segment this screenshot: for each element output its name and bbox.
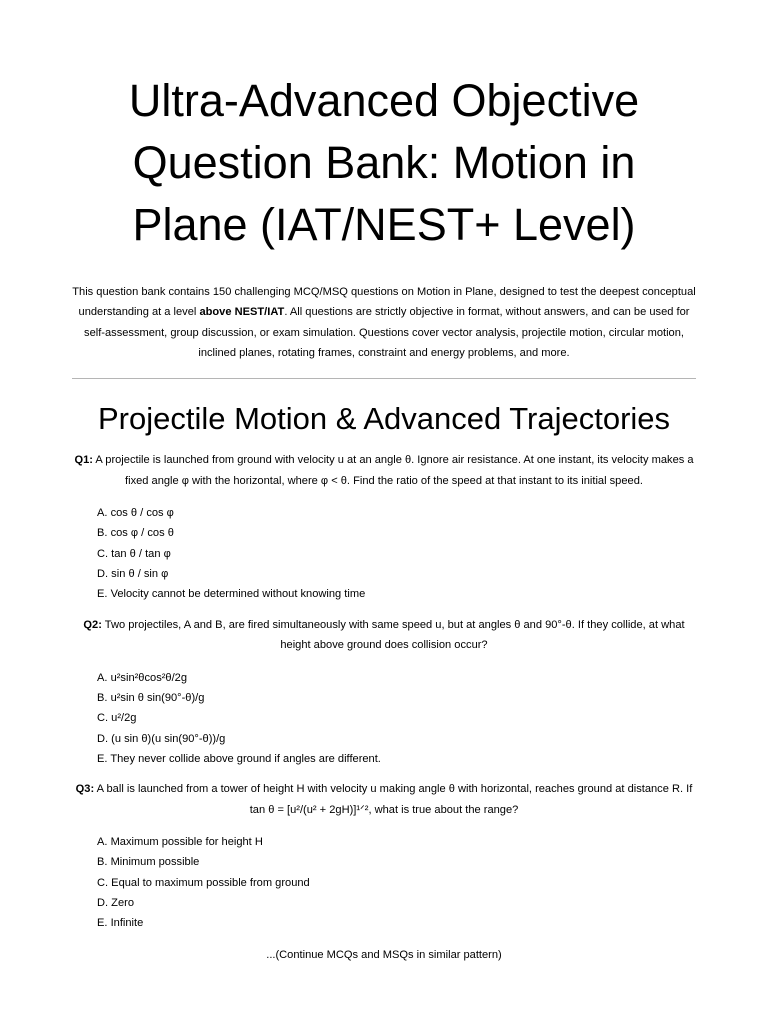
option-item: C. Equal to maximum possible from ground (97, 876, 310, 889)
intro-emphasis: above NEST/IAT (199, 306, 285, 319)
option-item: D. sin θ / sin φ (97, 568, 169, 581)
option-item: A. Maximum possible for height H (97, 836, 263, 849)
option-item: B. Minimum possible (97, 856, 200, 869)
option-item: C. u²/2g (97, 712, 137, 725)
question-2-options (72, 668, 696, 769)
question-1 (72, 450, 696, 491)
option-item: E. Velocity cannot be determined without knowing time (97, 588, 366, 601)
option-item: C. tan θ / tan φ (97, 547, 171, 560)
question-3-text: A ball is launched from a tower of height H with velocity u making angle θ with horizontal, reaches ground at distance R. If tan θ = [u²/(u² + 2gH)]¹ᐟ², what is true about the range? (94, 783, 693, 816)
option-item: A. cos θ / cos φ (97, 507, 174, 520)
title-line-2: Question Bank: Motion in (132, 137, 636, 188)
question-3-label: Q3: (75, 783, 95, 796)
question-1-text: A projectile is launched from ground with velocity u at an angle θ. Ignore air resistance. At one instant, its velocity makes a fixed angle φ with the horizontal, where φ < θ. Find the ratio of the speed at that instant to its initial speed. (92, 454, 694, 487)
question-2 (72, 615, 696, 656)
title-line-3: Plane (IAT/NEST+ Level) (132, 199, 636, 250)
question-3-options (72, 832, 696, 933)
title-line-1: Ultra-Advanced Objective (128, 75, 640, 126)
option-item: B. u²sin θ sin(90°-θ)/g (97, 691, 205, 704)
question-1-options (72, 503, 696, 604)
question-2-text: Two projectiles, A and B, are fired simultaneously with same speed u, but at angles θ and 90°-θ. If they collide, at what height above ground does collision occur? (101, 618, 685, 652)
intro-text-start: This question bank contains 150 challenging MCQ/MSQ questions on Motion in Plane, designed to test the deepest conceptual understanding at a level (72, 286, 696, 319)
page-title (72, 0, 696, 256)
option-item: E. They never collide above ground if angles are different. (97, 752, 381, 765)
question-1-label: Q1: (74, 454, 93, 467)
section-divider (72, 378, 696, 379)
question-2-label: Q2: (83, 618, 102, 631)
intro-paragraph (72, 282, 696, 363)
option-item: D. Zero (97, 897, 134, 910)
option-item: D. (u sin θ)(u sin(90°-θ))/g (97, 732, 226, 745)
section-title: Projectile Motion & Advanced Trajectories (97, 401, 671, 437)
option-item: A. u²sin²θcos²θ/2g (97, 671, 188, 684)
continue-note: ...(Continue MCQs and MSQs in similar pattern) (266, 948, 502, 961)
option-item: E. Infinite (97, 917, 144, 930)
intro-text-end: . All questions are strictly objective in format, without answers, and can be used for self-assessment, group discussion, or exam simulation. Questions cover vector analysis, projectile motion, circular motion, inclined planes, rotating frames, constraint and energy problems, and more. (84, 306, 690, 359)
option-item: B. cos φ / cos θ (97, 527, 174, 540)
question-3 (72, 779, 696, 820)
